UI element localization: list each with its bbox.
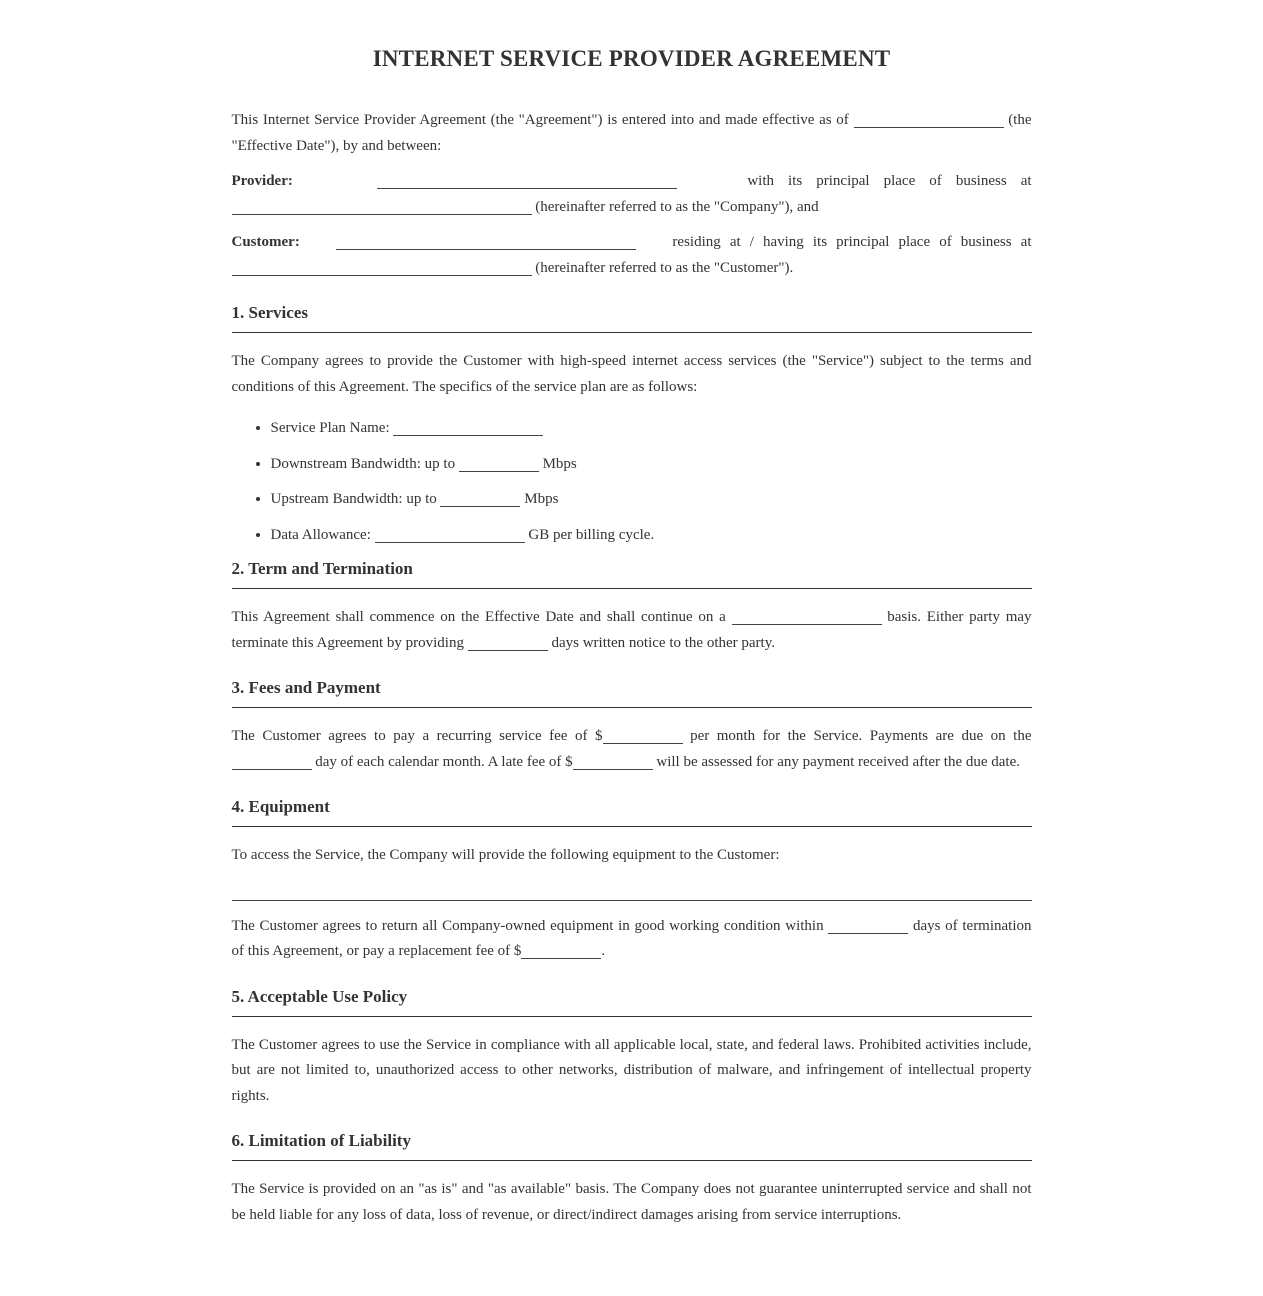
customer-text: residing at / having its principal place of business at [672, 234, 1032, 250]
section-heading-fees: 3. Fees and Payment [232, 677, 1032, 708]
notice-days-blank[interactable] [468, 633, 548, 651]
document-title: INTERNET SERVICE PROVIDER AGREEMENT [372, 46, 891, 71]
list-item-data-allowance [271, 523, 1032, 548]
downstream-label: Downstream Bandwidth: up to [270, 455, 456, 472]
plan-name-label: Service Plan Name: [270, 420, 390, 436]
term-text: This Agreement shall commence on the Effective Date and shall continue on a [231, 609, 726, 625]
provider-label: Provider: [231, 173, 293, 189]
equipment-return-paragraph [232, 914, 1032, 965]
term-paragraph [232, 605, 1032, 656]
list-item-downstream [271, 452, 1032, 477]
data-allowance-unit: GB per billing cycle. [528, 526, 655, 543]
term-basis-blank[interactable] [732, 607, 882, 625]
provider-address-blank[interactable] [232, 197, 532, 215]
effective-date-blank[interactable] [854, 110, 1004, 128]
service-plan-list [232, 416, 1032, 548]
data-allowance-blank[interactable] [375, 525, 525, 543]
late-fee-blank[interactable] [573, 752, 653, 770]
section-heading-aup: 5. Acceptable Use Policy [232, 986, 1032, 1017]
downstream-unit: Mbps [542, 455, 577, 472]
downstream-blank[interactable] [459, 454, 539, 472]
equipment-paragraph: To access the Service, the Company will provide the following equipment to the Customer: [231, 847, 780, 863]
upstream-blank[interactable] [440, 489, 520, 507]
equipment-text-4: . [601, 943, 606, 959]
due-day-blank[interactable] [232, 752, 312, 770]
customer-label: Customer: [231, 234, 300, 250]
liability-paragraph: The Service is provided on an "as is" and "as available" basis. The Company does not guarantee uninterrupted service and shall not be held liable for any loss of data, loss of revenue, or direct/indirect damages arising from service interruptions. [231, 1181, 1032, 1223]
service-fee-blank[interactable] [603, 726, 683, 744]
list-item-plan-name [271, 416, 1032, 441]
provider-text-2: (hereinafter referred to as the "Company"), and [535, 198, 819, 215]
plan-name-blank[interactable] [393, 418, 543, 436]
replacement-fee-blank[interactable] [521, 941, 601, 959]
fees-text-3: day of each calendar month. A late fee of $ [315, 753, 573, 770]
list-item-upstream [271, 487, 1032, 512]
aup-paragraph: The Customer agrees to use the Service in compliance with all applicable local, state, and federal laws. Prohibited activities include, but are not limited to, unauthorized access to other networks, distribution of malware, and infringement of intellectual property rights. [231, 1036, 1032, 1104]
upstream-label: Upstream Bandwidth: up to [270, 491, 437, 507]
data-allowance-label: Data Allowance: [270, 526, 371, 543]
section-heading-services: 1. Services [232, 302, 1032, 333]
term-text-3: days written notice to the other party. [551, 634, 775, 651]
section-heading-equipment: 4. Equipment [232, 796, 1032, 827]
intro-text-2: (the "Effective Date"), by and between: [231, 112, 1032, 154]
provider-text: with its principal place of business at [747, 173, 1032, 189]
services-paragraph: The Company agrees to provide the Customer with high-speed internet access services (the "Service") subject to the terms and conditions of this Agreement. The specifics of the service plan are as follows: [231, 353, 1032, 395]
fees-paragraph [232, 724, 1032, 775]
fees-text-4: will be assessed for any payment received after the due date. [656, 753, 1020, 770]
equipment-list-blank[interactable] [232, 900, 1032, 901]
intro-paragraph [232, 108, 1032, 159]
fees-text: The Customer agrees to pay a recurring service fee of $ [231, 728, 603, 744]
customer-paragraph [232, 230, 1032, 281]
return-days-blank[interactable] [828, 916, 908, 934]
intro-text: This Internet Service Provider Agreement (the "Agreement") is entered into and made effective as of [231, 112, 849, 128]
fees-text-2: per month for the Service. Payments are due on the [690, 728, 1032, 744]
customer-name-blank[interactable] [336, 232, 636, 250]
term-text-2: basis. Either party may terminate this Agreement by providing [231, 609, 1032, 651]
section-heading-term: 2. Term and Termination [232, 558, 1032, 589]
provider-name-blank[interactable] [377, 171, 677, 189]
provider-paragraph [232, 169, 1032, 220]
agreement-document [232, 0, 1032, 1228]
equipment-text-3: days of termination of this Agreement, or pay a replacement fee of $ [231, 917, 1032, 959]
customer-text-2: (hereinafter referred to as the "Customer"). [535, 259, 794, 276]
customer-address-blank[interactable] [232, 258, 532, 276]
section-heading-liability: 6. Limitation of Liability [232, 1130, 1032, 1161]
upstream-unit: Mbps [524, 491, 559, 507]
equipment-text-2: The Customer agrees to return all Company-owned equipment in good working condition within [231, 917, 824, 934]
